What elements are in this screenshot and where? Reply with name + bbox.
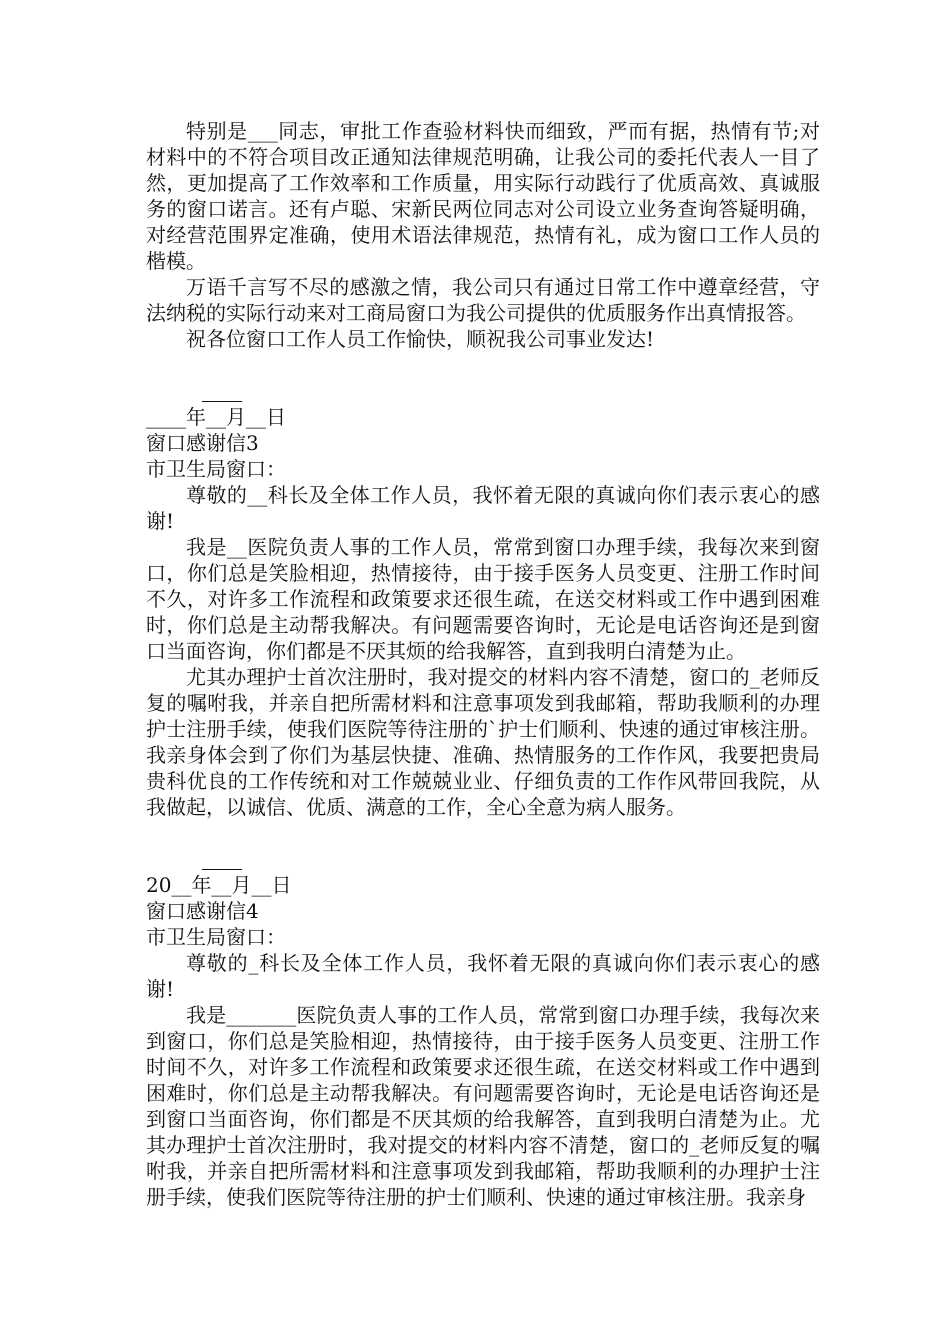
document-page (146, 118, 820, 1210)
paragraph-body: 我是_______医院负责人事的工作人员，常常到窗口办理手续，我每次来到窗口，你们总是笑脸相迎，热情接待，由于接手医务人员变更、注册工作时间不久，对许多工作流程和政策要求还很生疏，在送交材料或工作中遇到困难时，你们总是主动帮我解决。有问题需要咨询时，无论是电话咨询还是到窗口当面咨询，你们都是不厌其烦的给我解答，直到我明白清楚为止。尤其办理护士首次注册时，我对提交的材料内容不清楚，窗口的_老师反复的嘱咐我，并亲自把所需材料和注意事项发到我邮箱，帮助我顺利的办理护士注册手续，使我们医院等待注册的护士们顺利、快速的通过审核注册。我亲身 (146, 1003, 820, 1209)
letter-addressee: 市卫生局窗口： (146, 457, 286, 481)
letter-title: 窗口感谢信4 (146, 899, 259, 923)
paragraph-praise: 特别是___同志，审批工作查验材料快而细致，严而有据，热情有节;对材料中的不符合项目改正通知法律规范明确，让我公司的委托代表人一目了然，更加提高了工作效率和工作质量，用实际行动践行了优质高效、真诚服务的窗口诺言。还有卢聪、宋新民两位同志对公司设立业务查询答疑明确，对经营范围界定准确，使用术语法律规范，热情有礼，成为窗口工作人员的楷模。 (146, 119, 820, 273)
paragraph-salutation: 尊敬的__科长及全体工作人员，我怀着无限的真诚向你们表示衷心的感谢! (146, 483, 820, 533)
date-line: 20__年__月__日 (146, 873, 292, 897)
paragraph-wishes: 祝各位窗口工作人员工作愉快，顺祝我公司事业发达! (186, 327, 655, 351)
date-line: ____年__月__日 (146, 405, 286, 429)
blank-line (146, 820, 820, 846)
paragraph-body: 尤其办理护士首次注册时，我对提交的材料内容不清楚，窗口的_老师反复的嘱咐我，并亲自把所需材料和注意事项发到我邮箱，帮助我顺利的办理护士注册手续，使我们医院等待注册的`护士们顺利、快速的通过审核注册。我亲身体会到了你们为基层快捷、准确、热情服务的工作作风，我要把贵局贵科优良的工作传统和对工作兢兢业业、仔细负责的工作作风带回我院，从我做起，以诚信、优质、满意的工作，全心全意为病人服务。 (146, 665, 820, 819)
letter-addressee: 市卫生局窗口： (146, 925, 286, 949)
signature-blank (202, 846, 242, 872)
paragraph-salutation: 尊敬的_科长及全体工作人员，我怀着无限的真诚向你们表示衷心的感谢! (146, 951, 820, 1001)
paragraph-body: 我是__医院负责人事的工作人员，常常到窗口办理手续，我每次来到窗口，你们总是笑脸相迎，热情接待，由于接手医务人员变更、注册工作时间不久，对许多工作流程和政策要求还很生疏，在送交材料或工作中遇到困难时，你们总是主动帮我解决。有问题需要咨询时，无论是电话咨询还是到窗口当面咨询，你们都是不厌其烦的给我解答，直到我明白清楚为止。 (146, 535, 820, 663)
paragraph-gratitude: 万语千言写不尽的感激之情，我公司只有通过日常工作中遵章经营，守法纳税的实际行动来对工商局窗口为我公司提供的优质服务作出真情报答。 (146, 275, 820, 325)
blank-line (146, 352, 820, 378)
signature-blank (202, 378, 242, 404)
letter-title: 窗口感谢信3 (146, 431, 259, 455)
